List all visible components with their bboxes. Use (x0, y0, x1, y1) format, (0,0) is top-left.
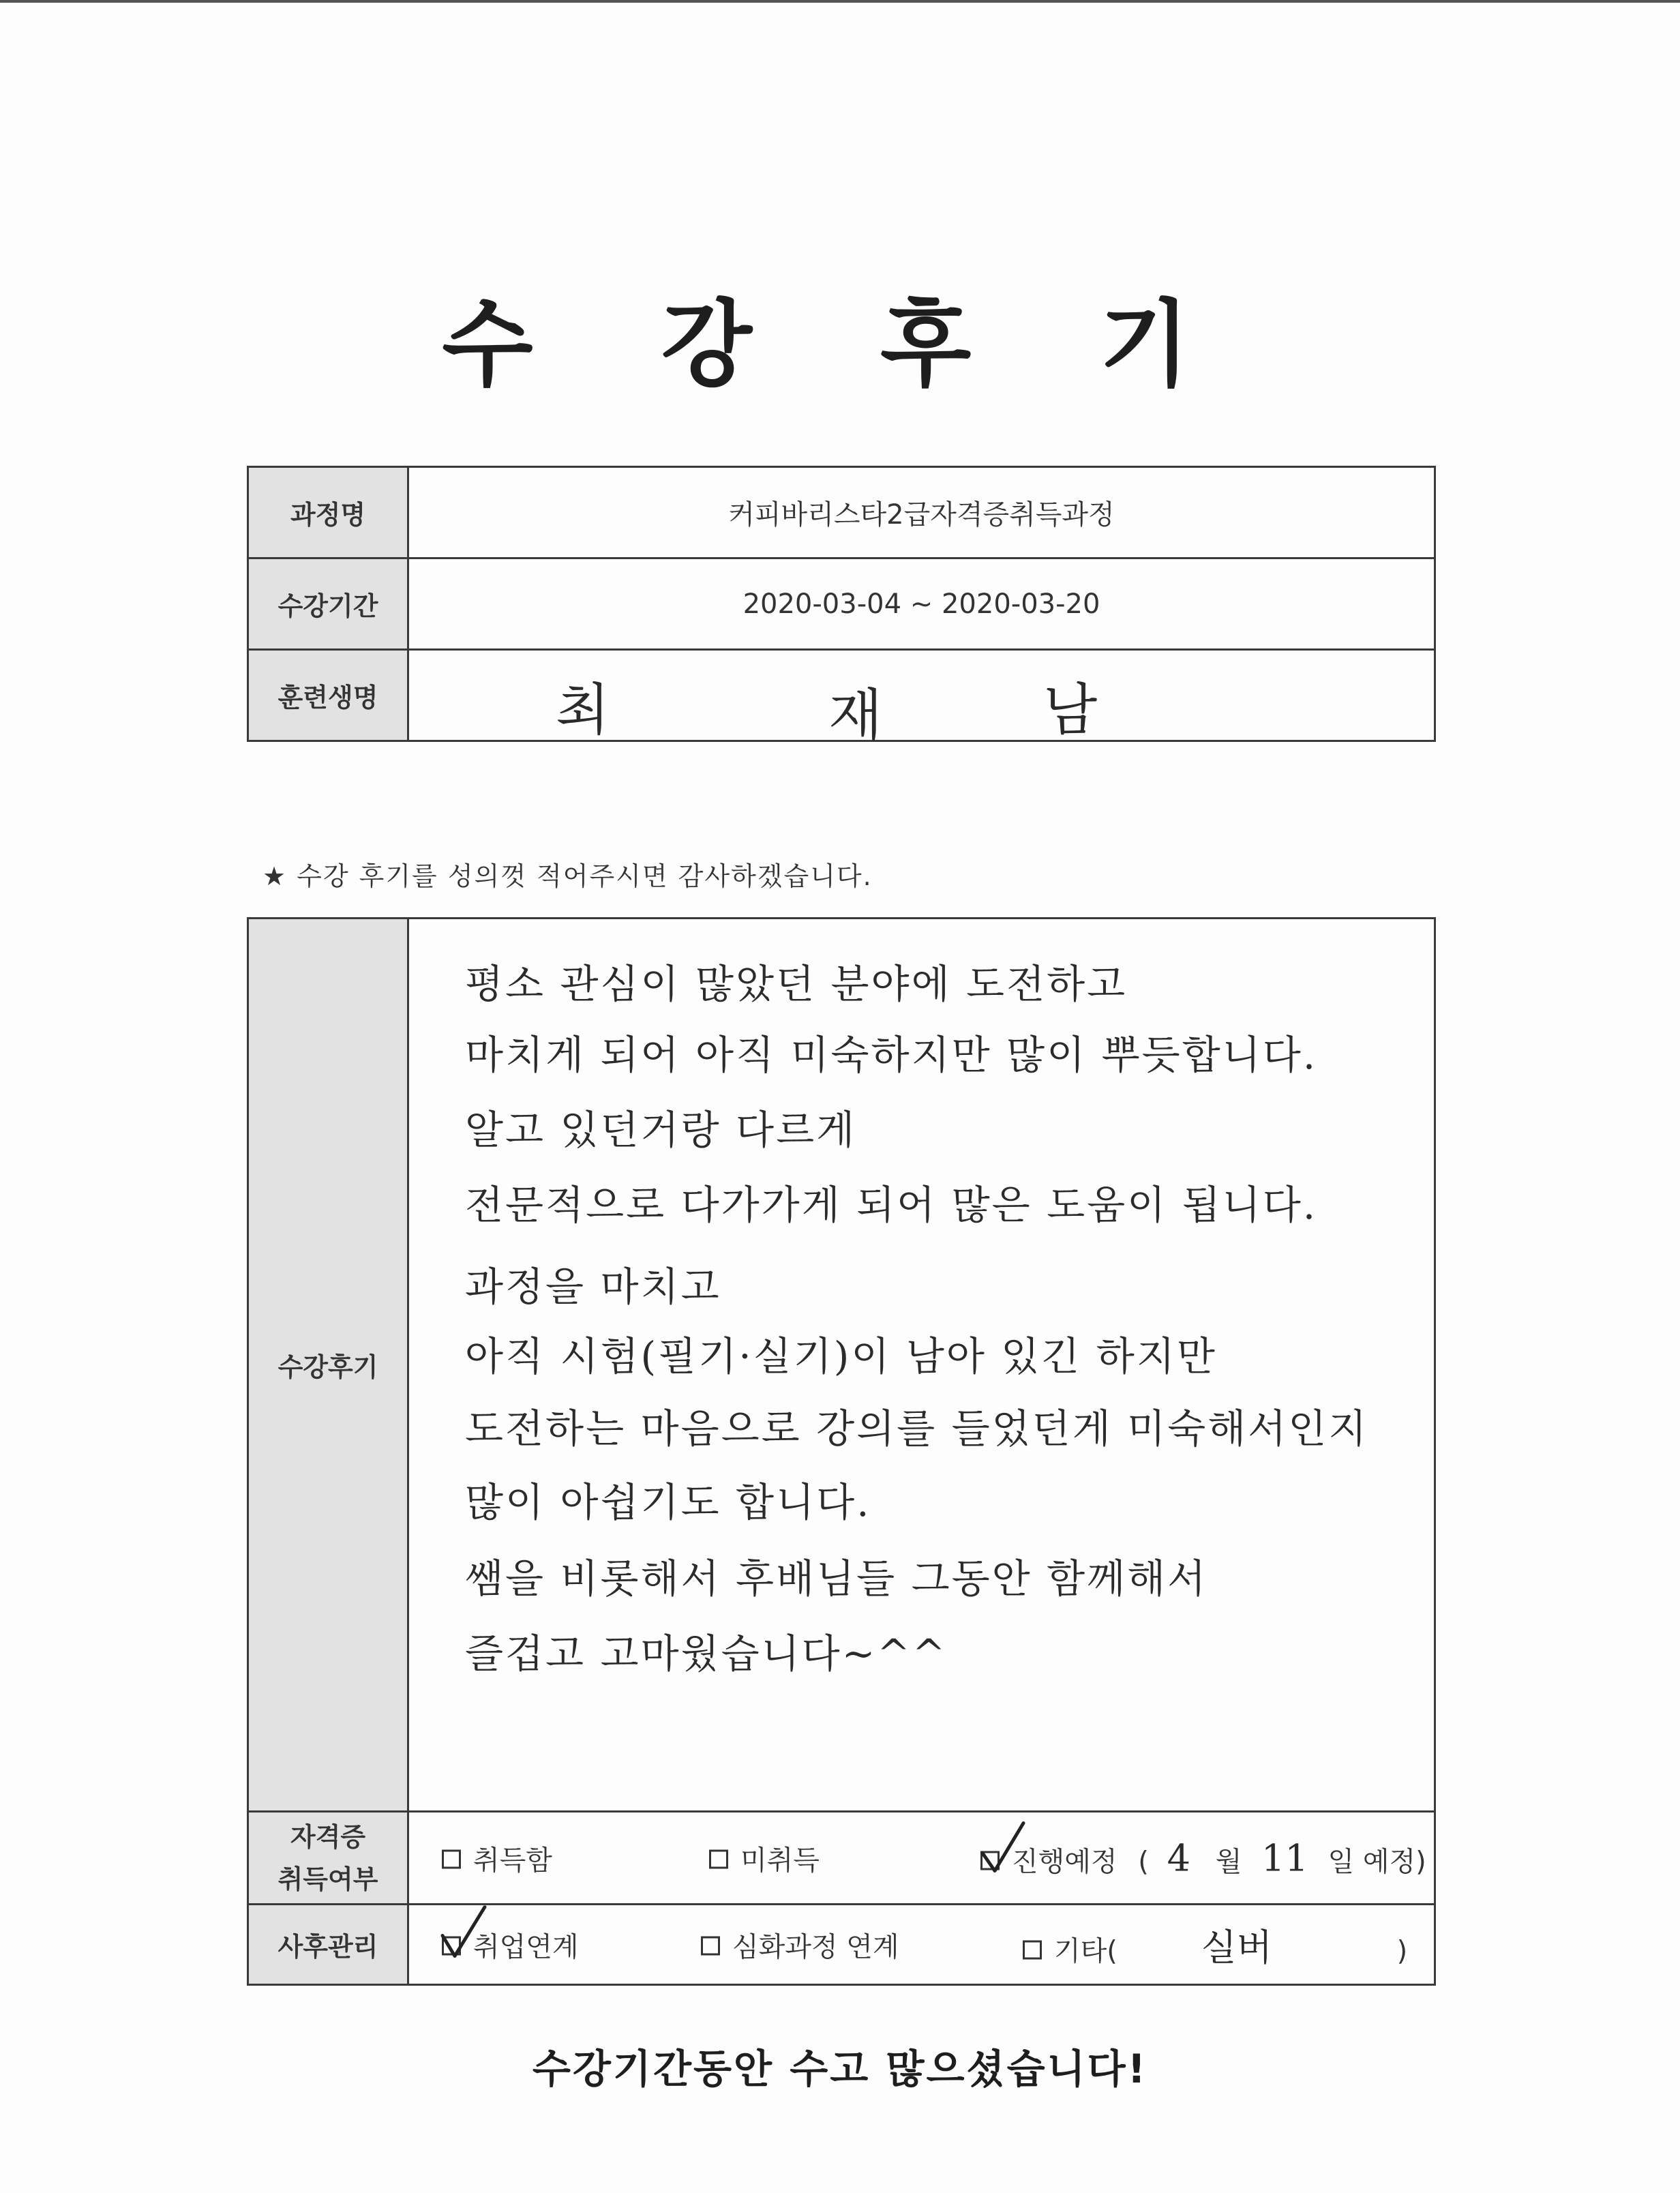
review-line: 아직 시험(필기·실기)이 남아 있긴 하지만 (465, 1333, 1217, 1379)
certificate-label-line2: 취득여부 (278, 1864, 378, 1894)
certificate-options (408, 1812, 1435, 1905)
period-row (248, 558, 1435, 650)
certificate-label (248, 1812, 408, 1905)
opt-not-acquired[interactable] (709, 1838, 820, 1877)
trainee-name-char: 최 (556, 678, 610, 743)
aftercare-label: 사후관리 (248, 1905, 408, 1985)
opt-acquired[interactable] (442, 1838, 552, 1877)
course-row (248, 467, 1435, 558)
review-line: 평소 관심이 많았던 분야에 도전하고 (465, 961, 1128, 1007)
review-line: 많이 아쉽기도 합니다. (465, 1479, 871, 1525)
trainee-name-char: 남 (1043, 678, 1098, 743)
trainee-name-char: 재 (828, 683, 883, 748)
review-table (247, 917, 1436, 1986)
opt-other[interactable] (1023, 1918, 1407, 1971)
checkbox-employment[interactable] (442, 1936, 461, 1955)
opt-other-label: 기타( (1054, 1935, 1118, 1967)
checkmark-icon (978, 1820, 1026, 1875)
review-line: 알고 있던거랑 다르게 (465, 1107, 857, 1153)
aftercare-row (248, 1905, 1435, 1985)
review-line: 과정을 마치고 (465, 1264, 721, 1310)
opt-advanced[interactable] (701, 1925, 899, 1964)
other-paren-close: ) (1396, 1935, 1408, 1967)
review-text-area[interactable] (408, 919, 1435, 1812)
certificate-label-line1: 자격증 (290, 1821, 366, 1852)
trainee-name-field[interactable] (408, 650, 1435, 748)
review-label: 수강후기 (248, 919, 408, 1812)
planned-paren-open: ( (1138, 1846, 1149, 1877)
trainee-row (248, 650, 1435, 741)
opt-not-acquired-label: 미취득 (740, 1845, 820, 1876)
review-line: 전문적으로 다가가게 되어 많은 도움이 됩니다. (465, 1182, 1318, 1228)
review-row (248, 919, 1435, 1812)
notice-text: ★ 수강 후기를 성의껏 적어주시면 감사하겠습니다. (262, 861, 873, 891)
period-value: 2020-03-04 ~ 2020-03-20 (408, 558, 1435, 650)
period-label: 수강기간 (248, 558, 408, 650)
opt-employment[interactable] (442, 1925, 579, 1964)
planned-day-value: 11 (1261, 1836, 1308, 1879)
other-value: 실버 (1201, 1926, 1272, 1969)
checkbox-not-acquired[interactable] (709, 1849, 728, 1868)
checkbox-planned[interactable] (980, 1851, 1000, 1870)
opt-advanced-label: 심화과정 연계 (732, 1931, 899, 1963)
footer-message: 수강기간동안 수고 많으셨습니다! (532, 2046, 1148, 2092)
planned-day-unit: 일 예정) (1328, 1846, 1426, 1877)
opt-planned[interactable] (980, 1836, 1426, 1879)
checkbox-other[interactable] (1023, 1940, 1042, 1959)
trainee-label: 훈련생명 (248, 650, 408, 741)
opt-employment-label: 취업연계 (473, 1931, 579, 1963)
review-line: 쌤을 비롯해서 후배님들 그동안 함께해서 (465, 1555, 1208, 1602)
checkmark-icon (440, 1905, 487, 1960)
course-value: 커피바리스타2급자격증취득과정 (408, 467, 1435, 558)
planned-month-unit: 월 (1215, 1846, 1242, 1877)
course-label: 과정명 (248, 467, 408, 558)
top-border-line (0, 0, 1680, 3)
opt-planned-label: 진행예정 (1012, 1846, 1118, 1877)
review-line: 즐겁고 고마웠습니다~^^ (465, 1630, 948, 1677)
page-title: 수 강 후 기 (442, 290, 1238, 400)
aftercare-options (408, 1905, 1435, 1985)
certificate-row (248, 1812, 1435, 1905)
checkbox-acquired[interactable] (442, 1849, 461, 1868)
review-line: 마치게 되어 아직 미숙하지만 많이 뿌듯합니다. (465, 1032, 1318, 1078)
opt-acquired-label: 취득함 (473, 1845, 552, 1876)
review-line: 도전하는 마음으로 강의를 들었던게 미숙해서인지 (465, 1405, 1369, 1452)
checkbox-advanced[interactable] (701, 1936, 720, 1955)
planned-month-value: 4 (1167, 1836, 1190, 1879)
course-info-table (247, 466, 1436, 748)
